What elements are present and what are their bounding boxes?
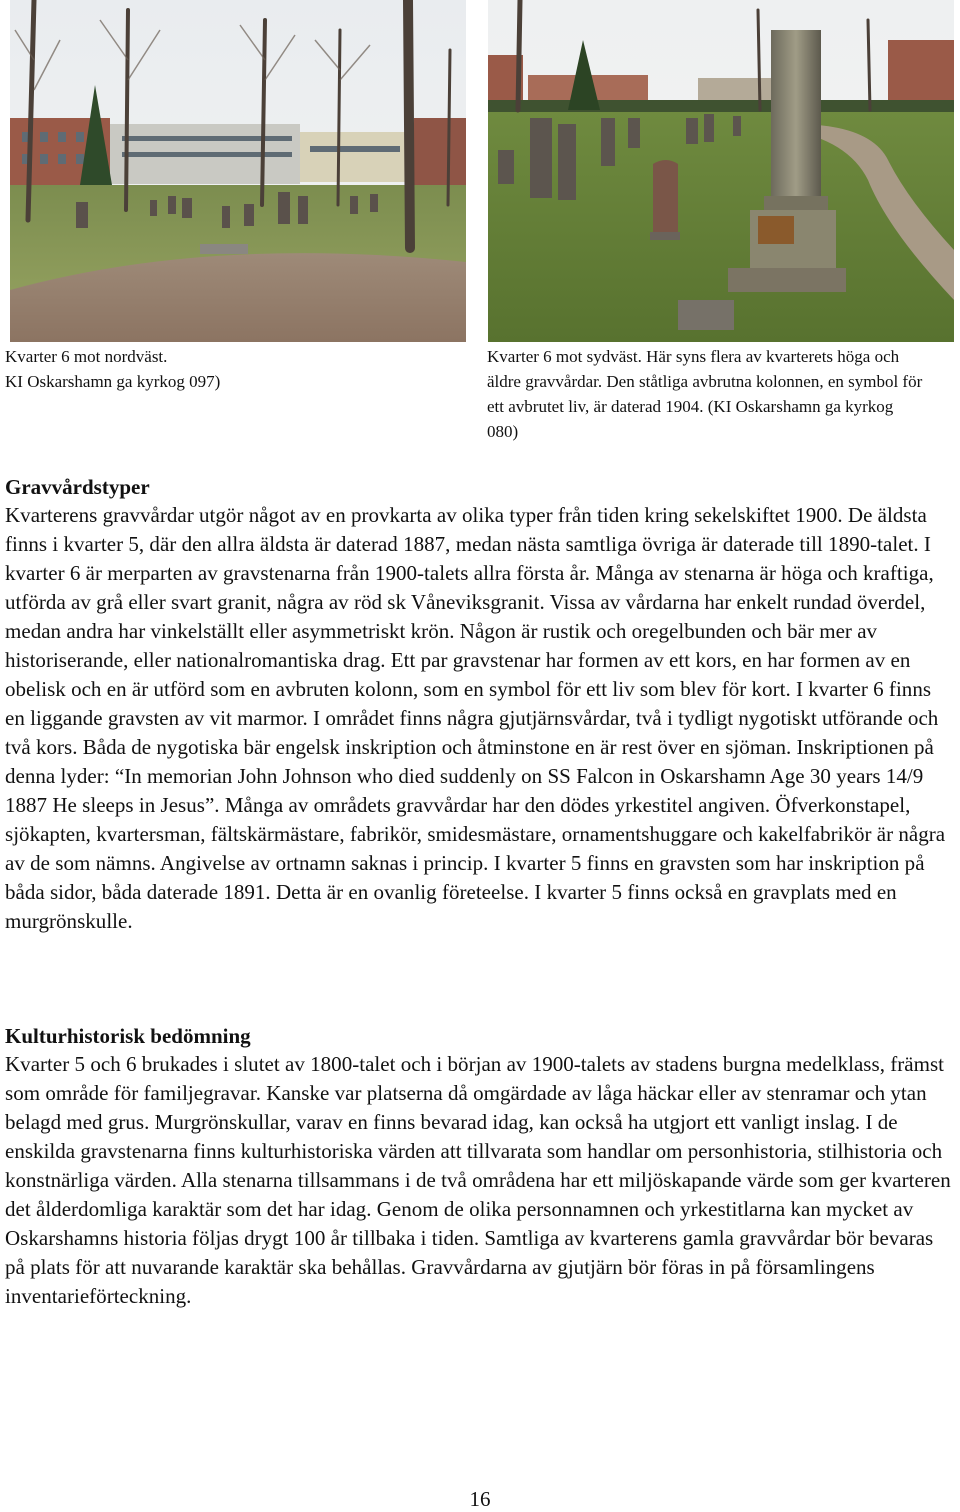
section-cultural-assessment bbox=[5, 1022, 955, 1311]
section-heading-cultural-assessment: Kulturhistorisk bedömning bbox=[5, 1024, 251, 1048]
photo-quarter6-northwest bbox=[10, 0, 466, 342]
photo-quarter6-northwest-image bbox=[10, 0, 466, 342]
page-number: 16 bbox=[469, 1487, 491, 1511]
photo-caption-left bbox=[5, 344, 445, 394]
section-grave-types bbox=[5, 473, 955, 936]
photo-quarter6-southwest bbox=[488, 0, 954, 342]
section-heading-grave-types: Gravvårdstyper bbox=[5, 475, 150, 499]
caption-left-line2: KI Oskarshamn ga kyrkog 097) bbox=[5, 372, 221, 391]
section-body-grave-types: Kvarterens gravvårdar utgör något av en provkarta av olika typer från tiden kring sekelskiftet 1900. De äldsta finns i kvarter 5, där den allra äldsta är daterad 1887, medan nästa samtliga övriga är daterade till 1890-talet. I kvarter 6 är merparten av gravstenarna från 1900-talets allra första år. Många av stenarna är höga och kraftiga, utförda av grå eller svart granit, några av röd sk Våneviksgranit. Vissa av vårdarna har enkelt rundad överdel, medan andra har vinkelställt eller asymmetriskt krön. Någon är rustik och oregelbunden och bär mer av historiserande, eller nationalromantiska drag. Ett par gravstenar har formen av ett kors, en har formen av en obelisk och en är utförd som en avbruten kolonn, som en symbol för ett liv som blev för kort. I kvarter 6 finns en liggande gravsten av vit marmor. I området finns några gjutjärnsvårdar, två i tydligt nygotiskt utförande och två kors. Båda de nygotiska bär engelsk inskription och åtminstone en är rest över en sjöman. Inskriptionen på denna lyder: “In memorian John Johnson who died suddenly on SS Falcon in Oskarshamn Age 30 years 14/9 1887 He sleeps in Jesus”. Många av områdets gravvårdar har den dödes yrkestitel angiven. Öfverkonstapel, sjökapten, kvartersman, fältskärmästare, fabrikör, smidesmästare, ornamentshuggare och kakelfabrikör är några av de som nämns. Angivelse av ortnamn saknas i princip. I kvarter 5 finns en gravsten som har inskription på båda sidor, båda daterade 1891. Detta är en ovanlig företeelse. I kvarter 5 finns också en gravplats med en murgrönskulle. bbox=[5, 503, 946, 933]
photo-quarter6-southwest-image bbox=[488, 0, 954, 342]
section-body-cultural-assessment: Kvarter 5 och 6 brukades i slutet av 1800-talet och i början av 1900-talets av stadens burgna medelklass, främst som område för familjegravar. Kanske var platserna då omgärdade av låga häckar eller av stenramar och ytan belagd med grus. Murgrönskullar, varav en finns bevarad idag, kan också ha utgjort ett vanligt inslag. I de enskilda gravstenarna finns kulturhistoriska värden att tillvarata som handlar om personhistoria, stilhistoria och konstnärliga värden. Alla stenarna tillsammans i de två områdena har ett miljöskapande värde som ger kvarteren det ålderdomliga karaktär som det har idag. Genom de olika personnamnen och yrkestitlarna kan mycket av Oskarshamns historia följas drygt 100 år tillbaka i tiden. Samtliga av kvarterens gamla gravvårdar bör bevaras på plats för att nuvarande karaktär ska behållas. Gravvårdarna av gjutjärn bör föras in på församlingens inventarieförteckning. bbox=[5, 1052, 951, 1308]
photo-caption-right: Kvarter 6 mot sydväst. Här syns flera av kvarterets höga och äldre gravvårdar. Den ståtliga avbrutna kolonnen, en symbol för ett avbrutet liv, är daterad 1904. (KI Oskarshamn ga kyrkog 080) bbox=[487, 347, 923, 441]
caption-left-line1: Kvarter 6 mot nordväst. bbox=[5, 347, 168, 366]
